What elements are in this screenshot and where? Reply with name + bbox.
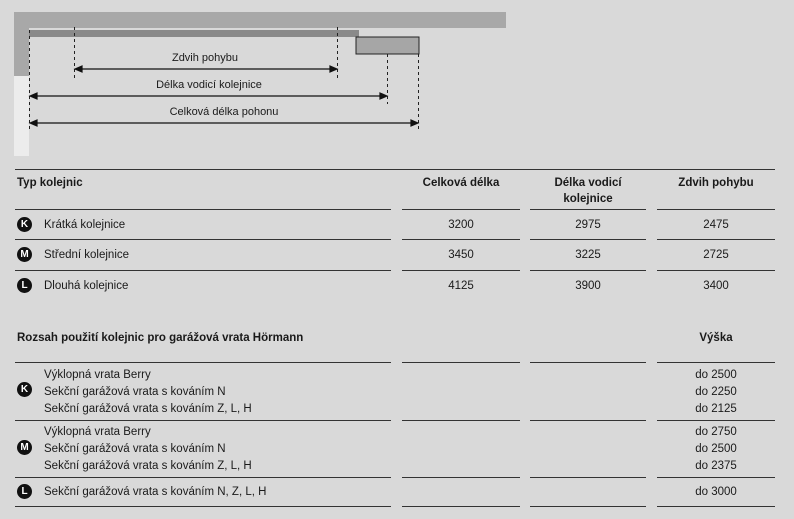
row-rule — [15, 420, 391, 421]
label-rail-length: Délka vodicí kolejnice — [156, 79, 262, 91]
arrowhead — [30, 93, 37, 99]
height-value: do 2250 — [695, 386, 737, 398]
height-value: do 2125 — [695, 403, 737, 415]
total-length-value: 4125 — [448, 280, 474, 292]
table1-header-total: Celková délka — [422, 177, 500, 189]
row-rule — [657, 420, 775, 421]
row-rule — [657, 362, 775, 363]
door-type: Sekční garážová vrata s kováním N — [44, 443, 226, 455]
row-rule — [530, 209, 646, 210]
door-type: Výklopná vrata Berry — [44, 426, 151, 438]
row-rule — [657, 239, 775, 240]
rail-name: Střední kolejnice — [44, 249, 130, 261]
arrowhead — [380, 93, 387, 99]
row-rule — [402, 209, 520, 210]
door-type: Sekční garážová vrata s kováním Z, L, H — [44, 403, 252, 415]
table2-header-height: Výška — [699, 332, 733, 344]
rail-name: Krátká kolejnice — [44, 219, 126, 231]
height-value: do 2500 — [695, 443, 737, 455]
rail-length-value: 3225 — [575, 249, 601, 261]
table2-title: Rozsah použití kolejnic pro garážová vrata Hörmann — [17, 332, 304, 344]
row-rule — [530, 362, 646, 363]
table1-header-rail-line1: Délka vodicí — [554, 177, 622, 189]
total-length-value: 3200 — [448, 219, 474, 231]
badge-l-icon: L — [17, 278, 32, 293]
row-rule — [15, 209, 391, 210]
door-type: Výklopná vrata Berry — [44, 369, 151, 381]
table1-header-rail-line2: kolejnice — [563, 193, 613, 205]
badge-m-icon: M — [17, 247, 32, 262]
arrowhead — [30, 120, 37, 126]
height-value: do 2500 — [695, 369, 737, 381]
height-value: do 2375 — [695, 460, 737, 472]
height-value: do 3000 — [695, 486, 737, 498]
row-rule — [402, 506, 520, 507]
total-length-value: 3450 — [448, 249, 474, 261]
row-rule — [402, 362, 520, 363]
badge-l-icon: L — [17, 484, 32, 499]
row-rule — [657, 506, 775, 507]
row-rule — [530, 420, 646, 421]
rail-length-value: 3900 — [575, 280, 601, 292]
badge-k-icon: K — [17, 382, 32, 397]
label-stroke: Zdvih pohybu — [171, 52, 239, 64]
stroke-value: 2725 — [703, 249, 729, 261]
row-rule — [15, 362, 391, 363]
height-value: do 2750 — [695, 426, 737, 438]
guide-rail — [29, 30, 359, 37]
row-rule — [402, 477, 520, 478]
arrowhead — [75, 66, 82, 72]
row-rule — [402, 270, 520, 271]
table1-header-stroke: Zdvih pohybu — [678, 177, 754, 189]
table1-top-rule — [15, 169, 775, 170]
badge-k-icon: K — [17, 217, 32, 232]
row-rule — [402, 239, 520, 240]
row-rule — [530, 239, 646, 240]
row-rule — [15, 506, 391, 507]
row-rule — [530, 506, 646, 507]
rail-length-value: 2975 — [575, 219, 601, 231]
row-rule — [530, 270, 646, 271]
badge-m-icon: M — [17, 440, 32, 455]
wall — [14, 76, 29, 156]
rail-name: Dlouhá kolejnice — [44, 280, 129, 292]
row-rule — [530, 477, 646, 478]
arrowhead — [330, 66, 337, 72]
stroke-value: 2475 — [703, 219, 729, 231]
row-rule — [657, 209, 775, 210]
door-type: Sekční garážová vrata s kováním N, Z, L, H — [44, 486, 267, 498]
stroke-value: 3400 — [703, 280, 729, 292]
table1-header-type: Typ kolejnic — [17, 177, 83, 189]
ceiling-beam — [14, 12, 506, 28]
row-rule — [657, 477, 775, 478]
label-total-length: Celková délka pohonu — [169, 106, 279, 118]
row-rule — [402, 420, 520, 421]
row-rule — [15, 239, 391, 240]
row-rule — [657, 270, 775, 271]
door-type: Sekční garážová vrata s kováním Z, L, H — [44, 460, 252, 472]
door-type: Sekční garážová vrata s kováním N — [44, 386, 226, 398]
row-rule — [15, 270, 391, 271]
arrowhead — [411, 120, 418, 126]
row-rule — [15, 477, 391, 478]
